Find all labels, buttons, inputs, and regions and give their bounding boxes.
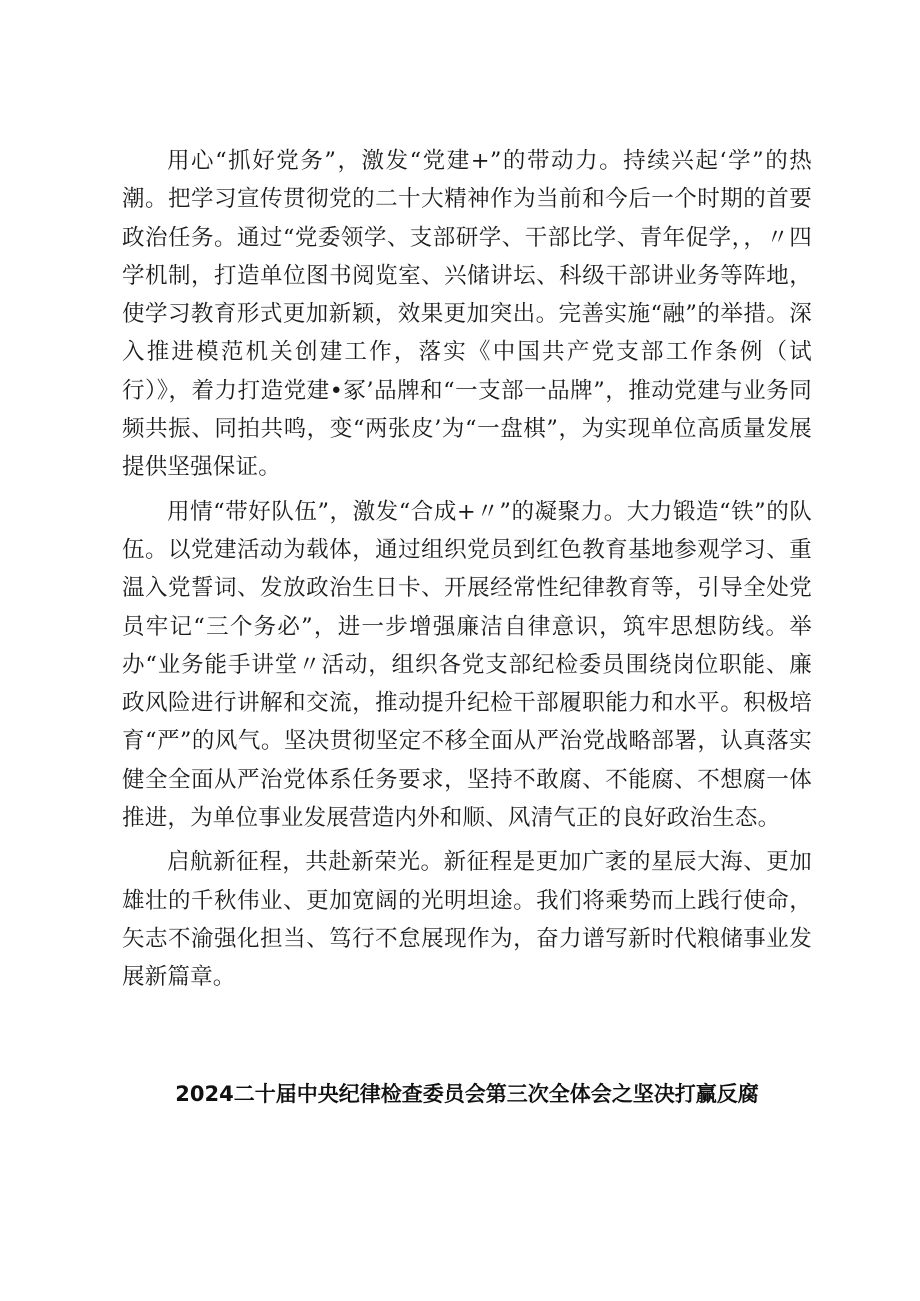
paragraph-party-affairs: 用心“抓好党务”，激发“党建+”的带动力。持续兴起‘学”的热潮。把学习宣传贯彻党的二十大精神作为当前和今后一个时期的首要政治任务。通过“党委领学、支部研学、干部比学、青年促学，，〃四学机制，打造单位图书阅览室、兴储讲坛、科级干部讲业务等阵地，使学习教育形式更加新颖，效果更加突出。完善实施“融”的举措。深入推进模范机关创建工作，落实《中国共产党支部工作条例（试行）》，着力打造党建•冢’品牌和“一支部一品牌”，推动党建与业务同频共振、同拍共鸣，变“两张皮’为“一盘棋”，为实现单位高质量发展提供坚强保证。 [122, 148, 812, 481]
section-heading: 2024二十届中央纪律检查委员会第三次全体会之坚决打赢反腐 [175, 1082, 759, 1106]
document-body [122, 142, 812, 1003]
paragraph-new-journey: 启航新征程，共赴新荣光。新征程是更加广袤的星辰大海、更加雄壮的千秋伟业、更加宽阔的光明坦途。我们将乘势而上践行使命，矢志不渝强化担当、笃行不怠展现作为，奋力谱写新时代粮储事业发展新篇章。 [122, 849, 812, 991]
paragraph-team-building: 用情“带好队伍”，激发“合成+〃”的凝聚力。大力锻造“铁”的队伍。以党建活动为载体，通过组织党员到红色教育基地参观学习、重温入党誓词、发放政治生日卡、开展经常性纪律教育等，引导全处党员牢记“三个务必”，进一步增强廉洁自律意识，筑牢思想防线。举办“业务能手讲堂〃活动，组织各党支部纪检委员围绕岗位职能、廉政风险进行讲解和交流，推动提升纪检干部履职能力和水平。积极培育“严”的风气。坚决贯彻坚定不移全面从严治党战略部署，认真落实健全全面从严治党体系任务要求，坚持不敢腐、不能腐、不想腐一体推进，为单位事业发展营造内外和顺、风清气正的良好政治生态。 [122, 498, 812, 832]
